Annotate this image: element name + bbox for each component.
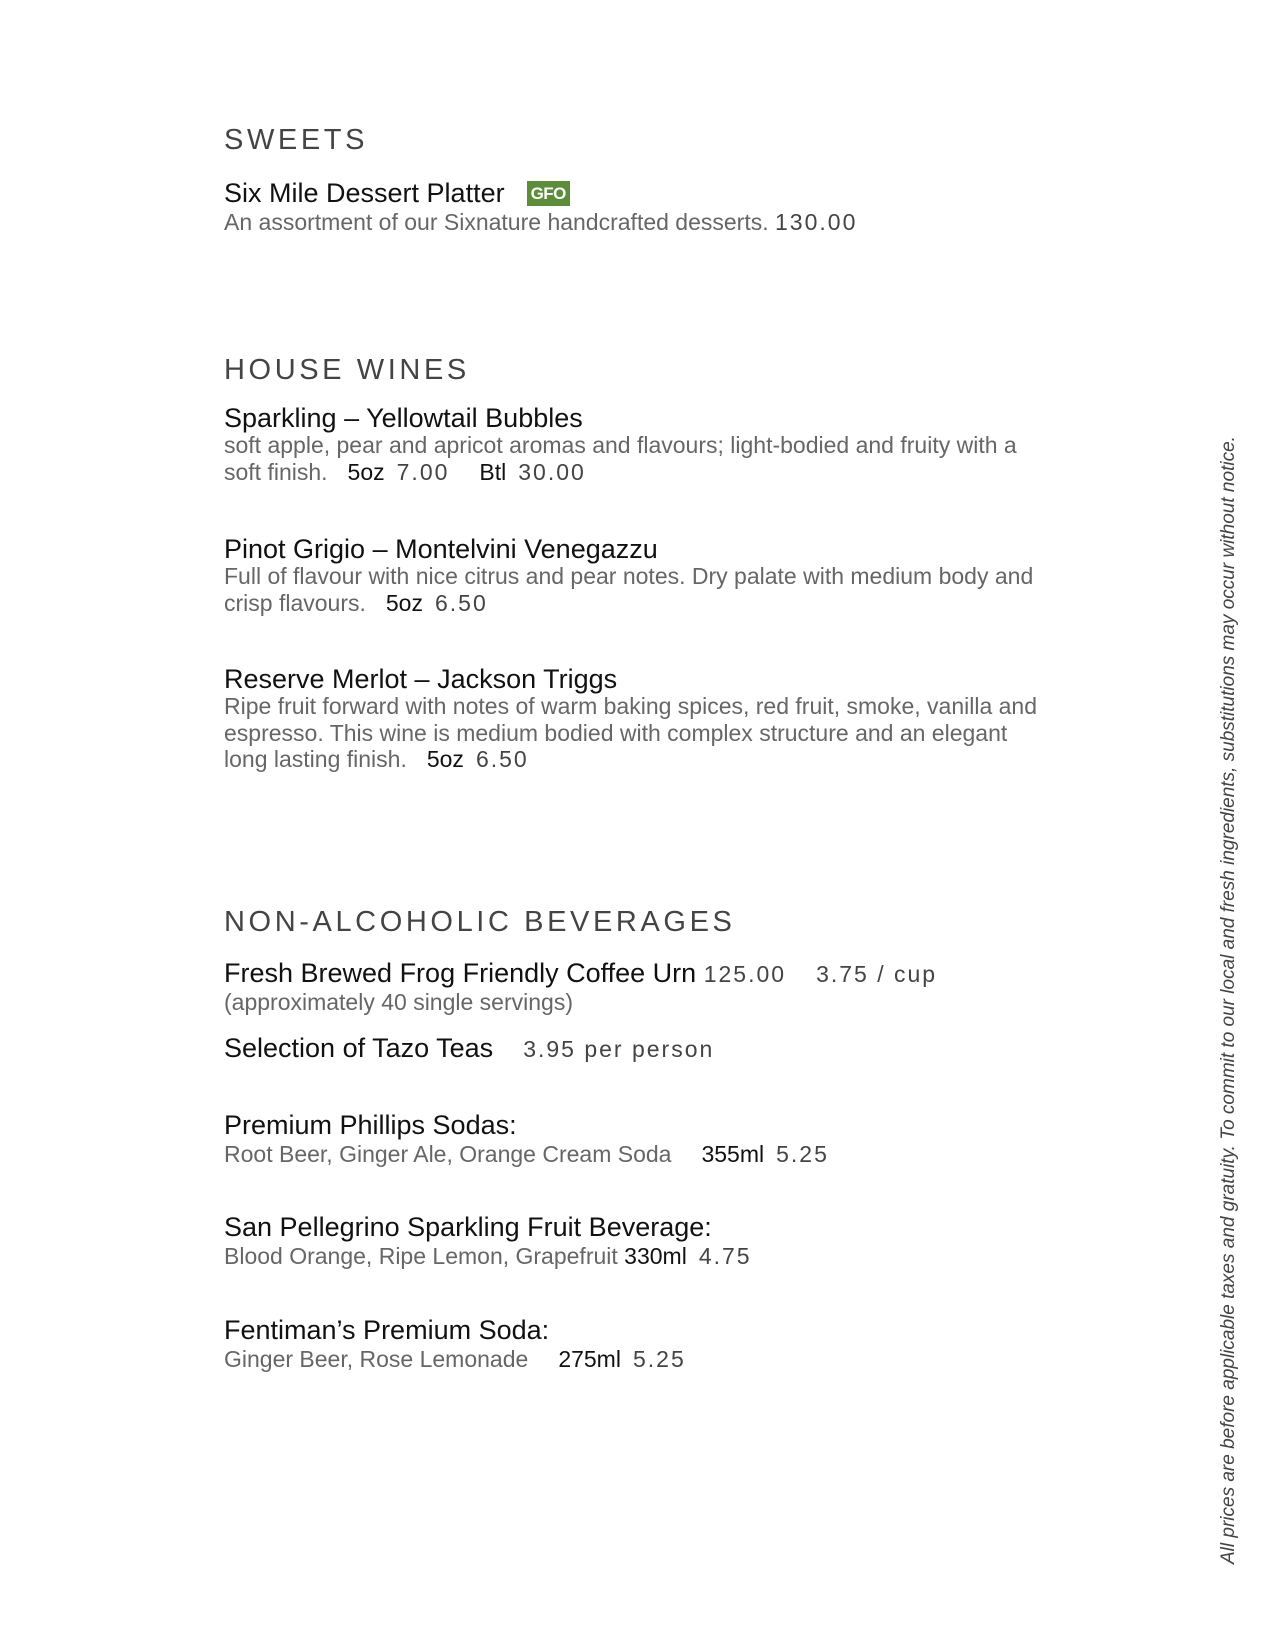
description-line: Root Beer, Ginger Ale, Orange Cream Soda [224, 1141, 672, 1167]
menu-item-phillips-sodas: Premium Phillips Sodas: [224, 1110, 517, 1140]
menu-item-merlot: Reserve Merlot – Jackson Triggs [224, 664, 618, 694]
price: 6.50 [475, 746, 529, 772]
size-label: 5oz [426, 746, 464, 772]
menu-item-description [224, 1346, 1124, 1373]
menu-item-san-pellegrino: San Pellegrino Sparkling Fruit Beverage: [224, 1212, 712, 1242]
menu-item-note [224, 989, 1124, 1016]
menu-item-description [224, 563, 1124, 616]
menu-item-description [224, 693, 1124, 773]
description-line: (approximately 40 single servings) [224, 989, 573, 1015]
section-heading-sweets: SWEETS [224, 124, 369, 156]
section-heading-non-alcoholic: NON-ALCOHOLIC BEVERAGES [224, 906, 736, 938]
description-text: An assortment of our Sixnature handcrafted desserts. [224, 209, 769, 235]
price-per-cup: 3.75 / cup [816, 961, 938, 987]
size-label: 5oz [347, 458, 385, 485]
menu-item-name: Selection of Tazo Teas [224, 1033, 494, 1063]
size-label: 5oz [385, 589, 423, 616]
description-line: soft apple, pear and apricot aromas and flavours; light-bodied and fruity with a [224, 432, 1017, 458]
menu-item-description [224, 209, 1124, 236]
description-line: soft finish. [224, 458, 328, 485]
menu-item-pinot-grigio: Pinot Grigio – Montelvini Venegazzu [224, 534, 658, 564]
size-label: Btl [479, 458, 507, 485]
size-label: 275ml [558, 1346, 621, 1372]
price: 6.50 [434, 589, 488, 616]
menu-item-description [224, 1243, 1124, 1270]
description-line: espresso. This wine is medium bodied with complex structure and an elegant [224, 719, 1008, 746]
description-line: crisp flavours. [224, 589, 366, 616]
price: 4.75 [698, 1243, 752, 1269]
menu-item-coffee [224, 958, 937, 989]
menu-item-name: Six Mile Dessert Platter [224, 178, 505, 208]
section-heading-house-wines: HOUSE WINES [224, 354, 470, 386]
price: 125.00 [703, 961, 787, 987]
menu-item-fentimans: Fentiman’s Premium Soda: [224, 1315, 550, 1345]
gfo-badge: GFO [527, 181, 570, 206]
menu-item-name: Fresh Brewed Frog Friendly Coffee Urn [224, 958, 697, 988]
price: 7.00 [396, 458, 450, 485]
menu-item-sparkling: Sparkling – Yellowtail Bubbles [224, 403, 583, 433]
price-disclaimer: All prices are before applicable taxes and gratuity. To commit to our local and fresh ingredients, substitutions may occur without notice. [1218, 436, 1239, 1564]
price: 5.25 [632, 1346, 686, 1372]
menu-item-description [224, 1141, 1124, 1168]
description-line: long lasting finish. [224, 746, 407, 772]
description-line: Full of flavour with nice citrus and pear notes. Dry palate with medium body and [224, 563, 1034, 589]
description-line: Ginger Beer, Rose Lemonade [224, 1346, 529, 1372]
price: 3.95 per person [523, 1036, 715, 1062]
price: 130.00 [775, 209, 858, 235]
description-line: Blood Orange, Ripe Lemon, Grapefruit [224, 1243, 618, 1269]
price: 5.25 [776, 1141, 829, 1167]
size-label: 355ml [701, 1141, 765, 1167]
price: 30.00 [518, 458, 586, 485]
menu-item-description [224, 432, 1124, 485]
menu-item-teas [224, 1033, 714, 1064]
size-label: 330ml [624, 1243, 687, 1269]
description-line: Ripe fruit forward with notes of warm baking spices, red fruit, smoke, vanilla and [224, 693, 1038, 719]
menu-item-dessert-platter [224, 178, 570, 208]
